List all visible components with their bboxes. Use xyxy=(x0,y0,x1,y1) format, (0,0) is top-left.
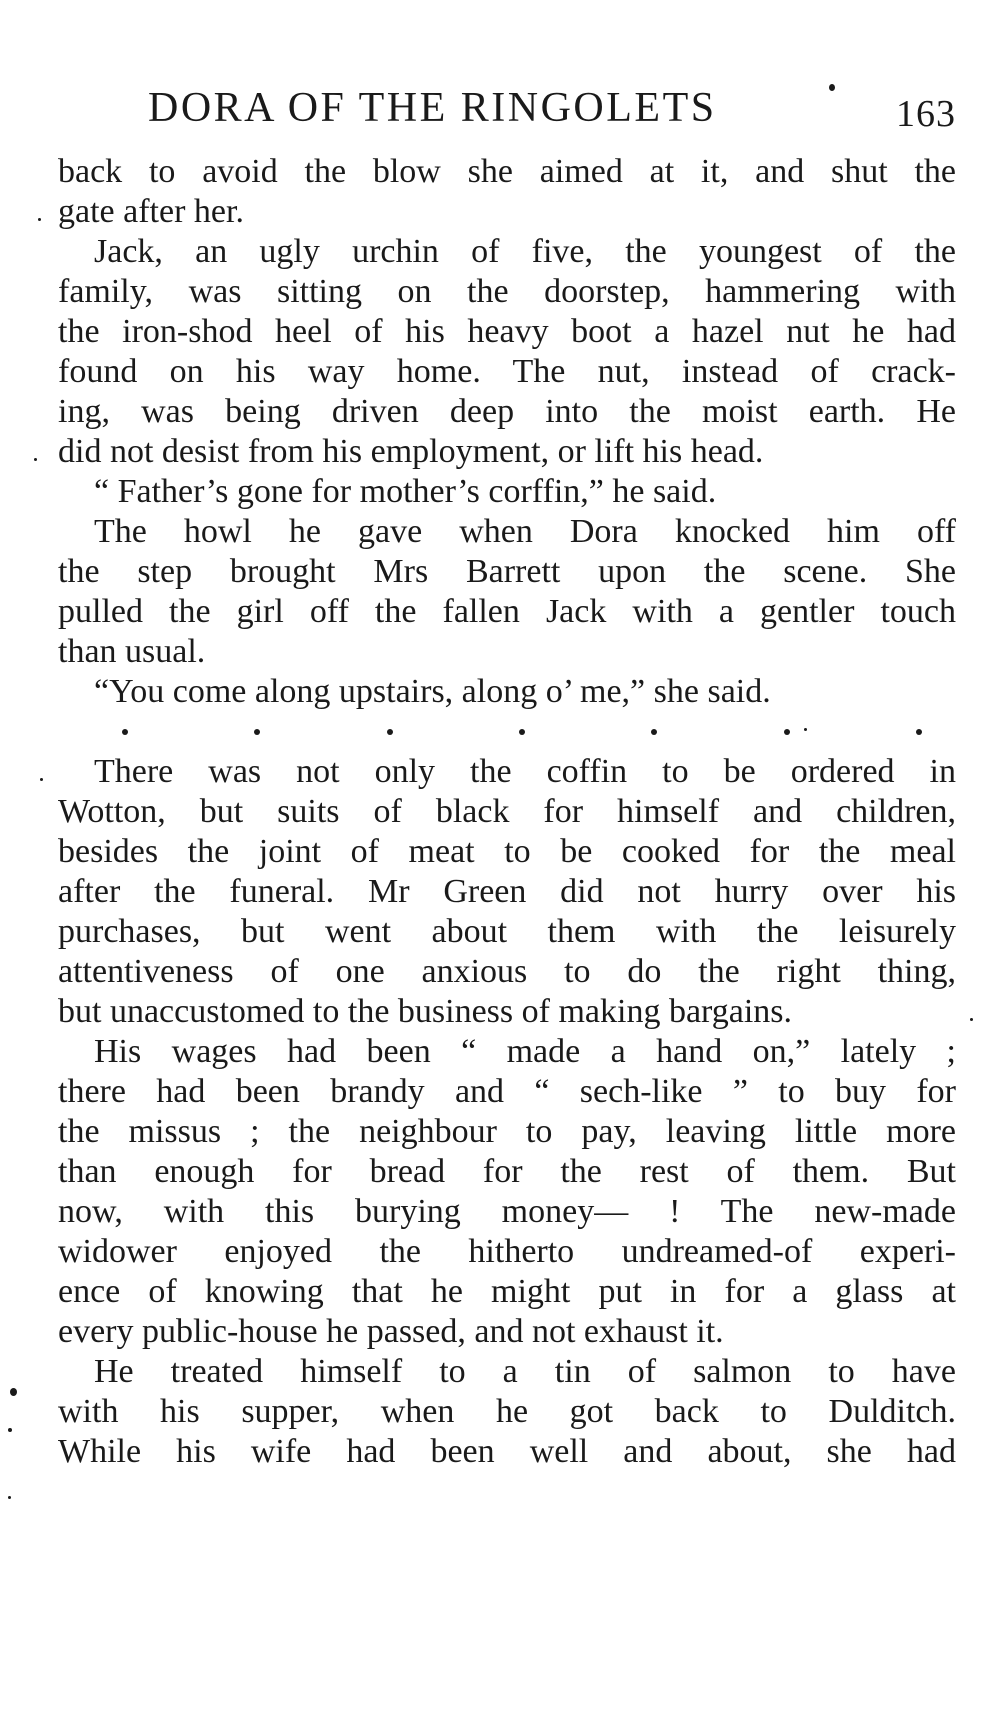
text-line: the iron-shod heel of his heavy boot a hazel nut he had xyxy=(58,313,956,350)
ellipsis-dot xyxy=(122,729,128,735)
ellipsis-dot xyxy=(784,729,790,735)
ink-speck xyxy=(34,458,37,461)
ink-speck xyxy=(38,218,41,221)
ellipsis-dot xyxy=(519,729,525,735)
text-line: found on his way home. The nut, instead of crack- xyxy=(58,353,956,390)
text-line: did not desist from his employment, or lift his head. xyxy=(58,433,764,470)
text-line: There was not only the coffin to be ordered in xyxy=(94,753,956,790)
text-line: every public-house he passed, and not exhaust it. xyxy=(58,1313,724,1350)
text-line: but unaccustomed to the business of making bargains. xyxy=(58,993,793,1030)
text-line: besides the joint of meat to be cooked for the meal xyxy=(58,833,956,870)
ink-speck xyxy=(8,1496,11,1499)
text-line: Jack, an ugly urchin of five, the youngest of the xyxy=(94,233,956,270)
text-line: Wotton, but suits of black for himself and children, xyxy=(58,793,956,830)
text-line: purchases, but went about them with the leisurely xyxy=(58,913,956,950)
ink-speck xyxy=(804,728,807,731)
text-line: While his wife had been well and about, she had xyxy=(58,1433,956,1470)
ink-speck xyxy=(40,778,43,781)
ellipsis-dot xyxy=(254,729,260,735)
body-text xyxy=(58,152,956,1472)
text-line: His wages had been “ made a hand on,” lately ; xyxy=(94,1033,956,1070)
section-break-dots xyxy=(58,712,956,752)
text-line: ing, was being driven deep into the moist earth. He xyxy=(58,393,956,430)
page-number: 163 xyxy=(896,93,956,135)
ink-speck xyxy=(970,1018,973,1021)
running-title: DORA OF THE RINGOLETS xyxy=(148,85,717,131)
text-line: the missus ; the neighbour to pay, leaving little more xyxy=(58,1113,956,1150)
text-line: the step brought Mrs Barrett upon the scene. She xyxy=(58,553,956,590)
text-line: “ Father’s gone for mother’s corffin,” he said. xyxy=(94,473,717,510)
text-line: back to avoid the blow she aimed at it, and shut the xyxy=(58,153,956,190)
ellipsis-dot xyxy=(916,729,922,735)
text-line: attentiveness of one anxious to do the right thing, xyxy=(58,953,956,990)
text-line: widower enjoyed the hitherto undreamed-of experi- xyxy=(58,1233,956,1270)
ellipsis-dot xyxy=(387,729,393,735)
ink-speck xyxy=(8,1428,12,1432)
ink-speck xyxy=(10,1388,17,1396)
running-head xyxy=(58,78,956,138)
text-line: ence of knowing that he might put in for a glass at xyxy=(58,1273,956,1310)
text-line: with his supper, when he got back to Dulditch. xyxy=(58,1393,956,1430)
text-line: now, with this burying money— ! The new-made xyxy=(58,1193,956,1230)
text-line: gate after her. xyxy=(58,193,244,230)
text-line: pulled the girl off the fallen Jack with a gentler touch xyxy=(58,593,956,630)
ink-speck xyxy=(829,84,835,91)
text-line: there had been brandy and “ sech-like ” to buy for xyxy=(58,1073,956,1110)
ellipsis-dot xyxy=(651,729,657,735)
text-line: He treated himself to a tin of salmon to have xyxy=(94,1353,956,1390)
text-line: The howl he gave when Dora knocked him off xyxy=(94,513,956,550)
text-line: family, was sitting on the doorstep, hammering with xyxy=(58,273,956,310)
text-line: than usual. xyxy=(58,633,206,670)
text-line: “You come along upstairs, along o’ me,” she said. xyxy=(94,673,771,710)
text-line: after the funeral. Mr Green did not hurry over his xyxy=(58,873,956,910)
text-line: than enough for bread for the rest of them. But xyxy=(58,1153,956,1190)
